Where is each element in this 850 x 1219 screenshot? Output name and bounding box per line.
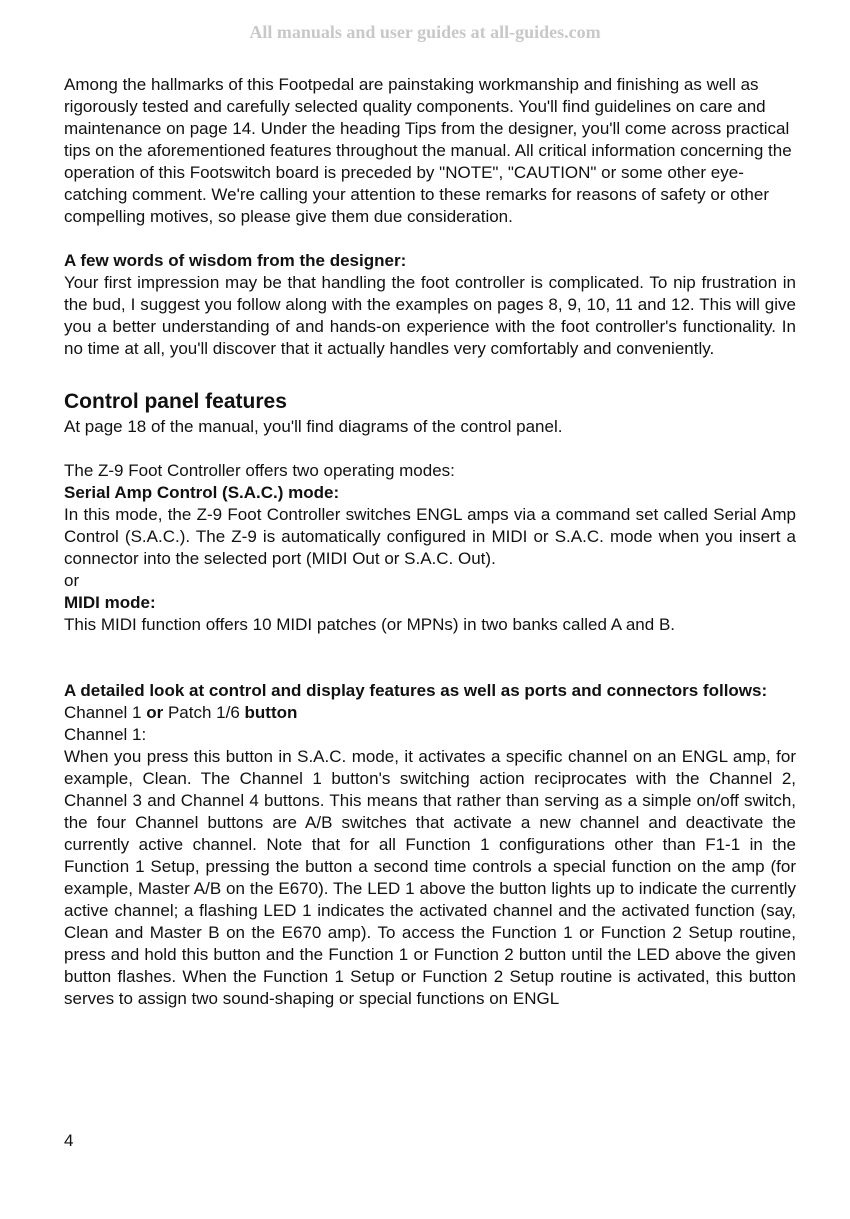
control-panel-text: At page 18 of the manual, you'll find diagrams of the control panel. — [64, 417, 563, 436]
intro-paragraph: Among the hallmarks of this Footpedal are painstaking workmanship and finishing as well as rigorously tested and carefully selected quality components. You'll find guidelines on care and maintenance on page 14. Under the heading Tips from the designer, you'll come across practical tips on the aforementioned features throughout the manual. All critical information concerning the operation of this Footswitch board is preceded by "NOTE", "CAUTION" or some other eye-catching comment. We're calling your attention to these remarks for reasons of safety or other compelling motives, so please give them due consideration. — [64, 75, 792, 226]
channel-button-or: or — [146, 703, 164, 722]
channel-button-part1: Channel 1 — [64, 703, 147, 722]
detailed-heading: A detailed look at control and display features as well as ports and connectors follows: — [64, 681, 768, 700]
channel-button-part2: Patch 1/6 — [163, 703, 245, 722]
or-text: or — [64, 571, 80, 590]
page-number: 4 — [64, 1131, 74, 1150]
page-content — [64, 74, 796, 1010]
midi-heading: MIDI mode: — [64, 593, 156, 612]
midi-paragraph: This MIDI function offers 10 MIDI patches (or MPNs) in two banks called A and B. — [64, 615, 676, 634]
channel-button-heading — [64, 702, 796, 724]
wisdom-paragraph: Your first impression may be that handling the foot controller is complicated. To nip frustration in the bud, I suggest you follow along with the examples on pages 8, 9, 10, 11 and 12. This will give you a better understanding of and hands-on experience with the foot controller's functionality. In no time at all, you'll discover that it actually handles very comfortably and conveniently. — [64, 273, 796, 358]
sac-heading: Serial Amp Control (S.A.C.) mode: — [64, 483, 340, 502]
channel-button-label: button — [244, 703, 298, 722]
wisdom-heading: A few words of wisdom from the designer: — [64, 251, 407, 270]
watermark: All manuals and user guides at all-guides.com — [249, 22, 601, 42]
channel1-paragraph: When you press this button in S.A.C. mode, it activates a specific channel on an ENGL amp, for example, Clean. The Channel 1 button's switching action reciprocates with the Channel 2, Channel 3 and Channel 4 buttons. This means that rather than serving as a simple on/off switch, the four Channel buttons are A/B switches that activate a new channel and deactivate the currently active channel. Note that for all Function 1 configurations other than F1-1 in the Function 1 Setup, pressing the button a second time controls a special function on the amp (for example, Master A/B on the E670). The LED 1 above the button lights up to indicate the currently active channel; a flashing LED 1 indicates the activated channel and the activated function (say, Clean and Master B on the E670 amp). To access the Function 1 or Function 2 Setup routine, press and hold this button and the Function 1 or Function 2 button until the LED above the given button flashes. When the Function 1 Setup or Function 2 Setup routine is activated, this button serves to assign two sound-shaping or special functions on ENGL — [64, 747, 796, 1008]
channel1-label: Channel 1: — [64, 725, 147, 744]
modes-intro: The Z-9 Foot Controller offers two operating modes: — [64, 461, 455, 480]
control-panel-heading: Control panel features — [64, 390, 287, 413]
sac-paragraph: In this mode, the Z-9 Foot Controller switches ENGL amps via a command set called Serial Amp Control (S.A.C.). The Z-9 is automatically configured in MIDI or S.A.C. mode when you insert a connector into the selected port (MIDI Out or S.A.C. Out). — [64, 505, 796, 568]
